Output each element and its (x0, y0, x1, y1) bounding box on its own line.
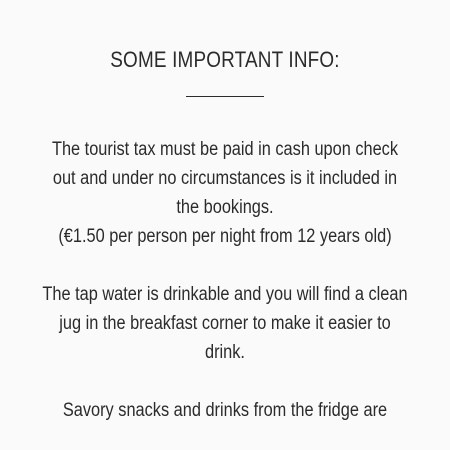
tap-water-paragraph (23, 280, 427, 367)
paragraph-line: jug in the breakfast corner to make it easier to (59, 313, 391, 334)
heading-divider (186, 96, 264, 97)
paragraph-line: The tourist tax must be paid in cash upon check (51, 139, 399, 160)
info-paragraphs (22, 135, 428, 425)
page-title: SOME IMPORTANT INFO: (110, 47, 340, 72)
paragraph-line: the bookings. (176, 197, 274, 218)
paragraph-line: drink. (205, 342, 245, 363)
paragraph-line: Savory snacks and drinks from the fridge are (62, 400, 388, 421)
tourist-tax-paragraph (23, 135, 427, 251)
paragraph-line: out and under no circumstances is it included in (52, 168, 398, 189)
snacks-paragraph (23, 396, 427, 425)
paragraph-line: The tap water is drinkable and you will find a clean (42, 284, 408, 305)
paragraph-line: (€1.50 per person per night from 12 years old) (58, 226, 392, 247)
